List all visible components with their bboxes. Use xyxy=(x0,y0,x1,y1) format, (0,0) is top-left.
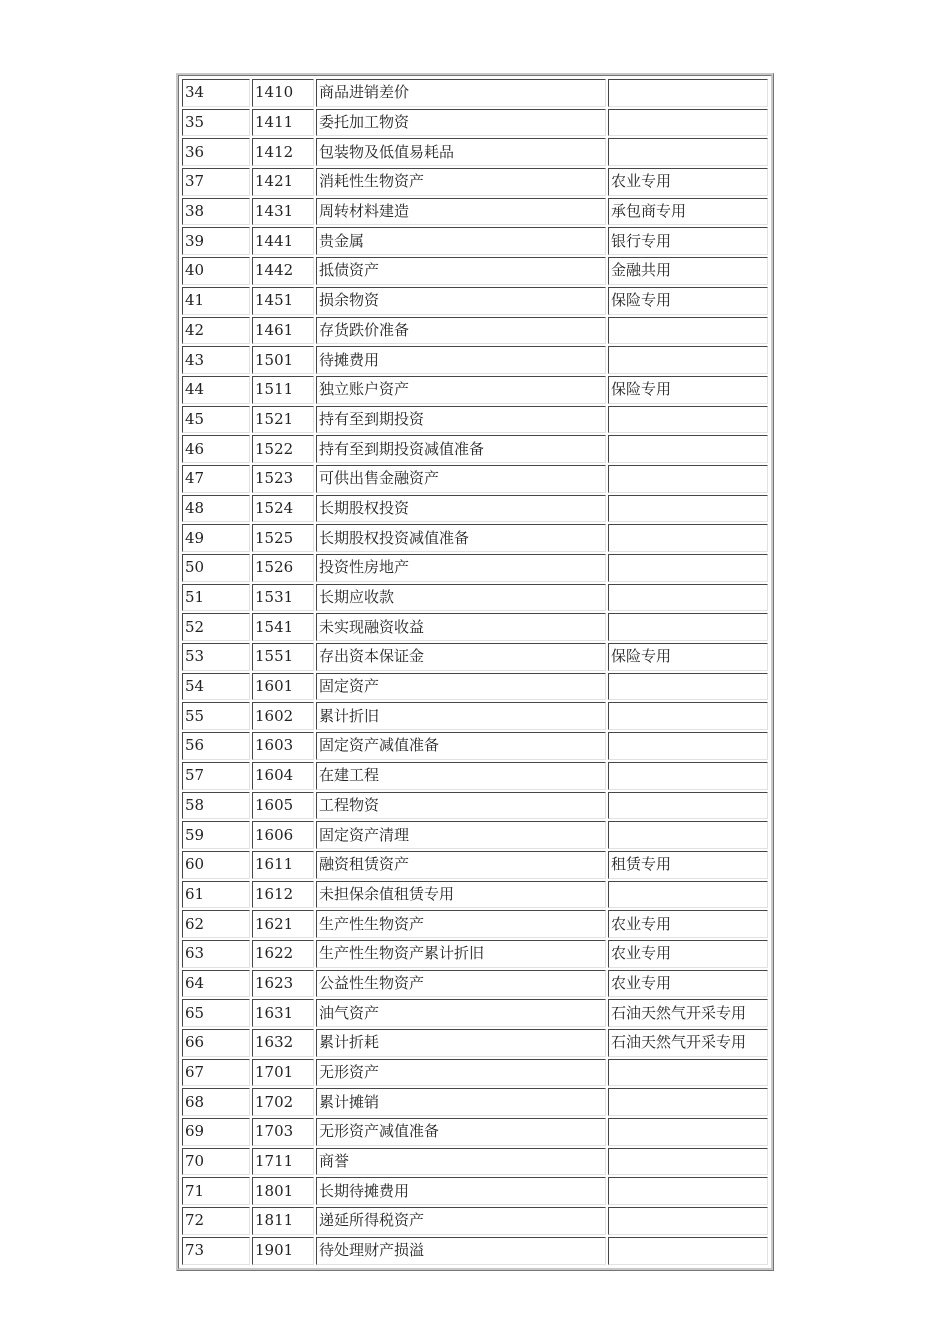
account-code-cell: 1701 xyxy=(252,1059,314,1087)
account-code-cell: 1901 xyxy=(252,1237,314,1265)
remark-cell xyxy=(608,613,768,641)
table-row xyxy=(182,1177,768,1205)
account-code-cell: 1622 xyxy=(252,940,314,968)
row-number-cell: 50 xyxy=(182,554,250,582)
account-name-cell: 长期股权投资减值准备 xyxy=(316,524,606,552)
remark-cell xyxy=(608,702,768,730)
account-code-cell: 1623 xyxy=(252,970,314,998)
account-name-cell: 长期应收款 xyxy=(316,584,606,612)
table-row xyxy=(182,732,768,760)
table-row xyxy=(182,465,768,493)
remark-cell: 石油天然气开采专用 xyxy=(608,999,768,1027)
account-name-cell: 生产性生物资产累计折旧 xyxy=(316,940,606,968)
account-code-cell: 1711 xyxy=(252,1148,314,1176)
row-number-cell: 62 xyxy=(182,910,250,938)
account-code-cell: 1511 xyxy=(252,376,314,404)
remark-cell xyxy=(608,138,768,166)
row-number-cell: 56 xyxy=(182,732,250,760)
account-code-cell: 1601 xyxy=(252,673,314,701)
row-number-cell: 67 xyxy=(182,1059,250,1087)
account-code-cell: 1606 xyxy=(252,821,314,849)
row-number-cell: 49 xyxy=(182,524,250,552)
table-row xyxy=(182,643,768,671)
row-number-cell: 70 xyxy=(182,1148,250,1176)
remark-cell: 农业专用 xyxy=(608,940,768,968)
account-name-cell: 未实现融资收益 xyxy=(316,613,606,641)
row-number-cell: 66 xyxy=(182,1029,250,1057)
remark-cell xyxy=(608,673,768,701)
remark-cell xyxy=(608,732,768,760)
account-code-cell: 1604 xyxy=(252,762,314,790)
account-name-cell: 独立账户资产 xyxy=(316,376,606,404)
table-row xyxy=(182,910,768,938)
remark-cell: 农业专用 xyxy=(608,910,768,938)
remark-cell xyxy=(608,79,768,107)
table-row xyxy=(182,762,768,790)
account-code-cell: 1612 xyxy=(252,881,314,909)
table-row xyxy=(182,198,768,226)
remark-cell: 银行专用 xyxy=(608,227,768,255)
table-row xyxy=(182,821,768,849)
account-code-cell: 1410 xyxy=(252,79,314,107)
account-name-cell: 无形资产 xyxy=(316,1059,606,1087)
table-row xyxy=(182,317,768,345)
account-code-cell: 1611 xyxy=(252,851,314,879)
table-row xyxy=(182,168,768,196)
row-number-cell: 53 xyxy=(182,643,250,671)
remark-cell xyxy=(608,317,768,345)
account-code-cell: 1441 xyxy=(252,227,314,255)
account-name-cell: 贵金属 xyxy=(316,227,606,255)
remark-cell xyxy=(608,346,768,374)
account-code-cell: 1632 xyxy=(252,1029,314,1057)
accounts-table xyxy=(180,77,770,1267)
row-number-cell: 71 xyxy=(182,1177,250,1205)
row-number-cell: 44 xyxy=(182,376,250,404)
row-number-cell: 34 xyxy=(182,79,250,107)
accounts-table-frame xyxy=(176,73,774,1271)
row-number-cell: 39 xyxy=(182,227,250,255)
account-code-cell: 1524 xyxy=(252,495,314,523)
remark-cell xyxy=(608,1088,768,1116)
row-number-cell: 60 xyxy=(182,851,250,879)
table-row xyxy=(182,1059,768,1087)
remark-cell xyxy=(608,495,768,523)
account-name-cell: 可供出售金融资产 xyxy=(316,465,606,493)
table-row xyxy=(182,554,768,582)
remark-cell xyxy=(608,821,768,849)
account-code-cell: 1442 xyxy=(252,257,314,285)
account-name-cell: 商誉 xyxy=(316,1148,606,1176)
table-row xyxy=(182,999,768,1027)
account-name-cell: 生产性生物资产 xyxy=(316,910,606,938)
account-name-cell: 累计折耗 xyxy=(316,1029,606,1057)
row-number-cell: 68 xyxy=(182,1088,250,1116)
account-name-cell: 待摊费用 xyxy=(316,346,606,374)
row-number-cell: 72 xyxy=(182,1207,250,1235)
account-code-cell: 1603 xyxy=(252,732,314,760)
table-row xyxy=(182,346,768,374)
account-name-cell: 公益性生物资产 xyxy=(316,970,606,998)
row-number-cell: 38 xyxy=(182,198,250,226)
account-name-cell: 长期待摊费用 xyxy=(316,1177,606,1205)
account-code-cell: 1525 xyxy=(252,524,314,552)
row-number-cell: 61 xyxy=(182,881,250,909)
account-name-cell: 待处理财产损溢 xyxy=(316,1237,606,1265)
table-row xyxy=(182,851,768,879)
account-name-cell: 消耗性生物资产 xyxy=(316,168,606,196)
account-name-cell: 投资性房地产 xyxy=(316,554,606,582)
account-name-cell: 存出资本保证金 xyxy=(316,643,606,671)
remark-cell: 保险专用 xyxy=(608,643,768,671)
account-code-cell: 1451 xyxy=(252,287,314,315)
remark-cell xyxy=(608,1207,768,1235)
account-name-cell: 存货跌价准备 xyxy=(316,317,606,345)
remark-cell: 农业专用 xyxy=(608,168,768,196)
remark-cell xyxy=(608,1177,768,1205)
remark-cell xyxy=(608,1059,768,1087)
table-row xyxy=(182,495,768,523)
remark-cell xyxy=(608,1148,768,1176)
row-number-cell: 54 xyxy=(182,673,250,701)
table-row xyxy=(182,584,768,612)
account-code-cell: 1631 xyxy=(252,999,314,1027)
table-row xyxy=(182,940,768,968)
remark-cell: 金融共用 xyxy=(608,257,768,285)
table-row xyxy=(182,287,768,315)
account-code-cell: 1411 xyxy=(252,109,314,137)
remark-cell: 租赁专用 xyxy=(608,851,768,879)
table-row xyxy=(182,109,768,137)
account-code-cell: 1703 xyxy=(252,1118,314,1146)
row-number-cell: 51 xyxy=(182,584,250,612)
remark-cell: 保险专用 xyxy=(608,287,768,315)
table-row xyxy=(182,257,768,285)
account-code-cell: 1811 xyxy=(252,1207,314,1235)
account-name-cell: 无形资产减值准备 xyxy=(316,1118,606,1146)
row-number-cell: 43 xyxy=(182,346,250,374)
row-number-cell: 41 xyxy=(182,287,250,315)
remark-cell: 保险专用 xyxy=(608,376,768,404)
remark-cell: 农业专用 xyxy=(608,970,768,998)
row-number-cell: 58 xyxy=(182,792,250,820)
remark-cell xyxy=(608,109,768,137)
account-code-cell: 1526 xyxy=(252,554,314,582)
remark-cell xyxy=(608,465,768,493)
account-name-cell: 损余物资 xyxy=(316,287,606,315)
row-number-cell: 45 xyxy=(182,406,250,434)
row-number-cell: 35 xyxy=(182,109,250,137)
account-code-cell: 1421 xyxy=(252,168,314,196)
remark-cell xyxy=(608,762,768,790)
account-code-cell: 1531 xyxy=(252,584,314,612)
account-name-cell: 累计折旧 xyxy=(316,702,606,730)
row-number-cell: 52 xyxy=(182,613,250,641)
account-name-cell: 工程物资 xyxy=(316,792,606,820)
table-row xyxy=(182,376,768,404)
account-name-cell: 固定资产减值准备 xyxy=(316,732,606,760)
row-number-cell: 73 xyxy=(182,1237,250,1265)
table-row xyxy=(182,702,768,730)
account-code-cell: 1702 xyxy=(252,1088,314,1116)
account-name-cell: 商品进销差价 xyxy=(316,79,606,107)
remark-cell xyxy=(608,524,768,552)
table-row xyxy=(182,79,768,107)
account-code-cell: 1412 xyxy=(252,138,314,166)
accounts-table-body xyxy=(182,79,768,1265)
table-row xyxy=(182,1207,768,1235)
remark-cell xyxy=(608,435,768,463)
account-name-cell: 未担保余值租赁专用 xyxy=(316,881,606,909)
row-number-cell: 47 xyxy=(182,465,250,493)
table-row xyxy=(182,881,768,909)
table-row xyxy=(182,792,768,820)
row-number-cell: 40 xyxy=(182,257,250,285)
row-number-cell: 63 xyxy=(182,940,250,968)
account-code-cell: 1431 xyxy=(252,198,314,226)
account-name-cell: 融资租赁资产 xyxy=(316,851,606,879)
account-code-cell: 1523 xyxy=(252,465,314,493)
account-name-cell: 递延所得税资产 xyxy=(316,1207,606,1235)
table-row xyxy=(182,673,768,701)
account-name-cell: 持有至到期投资 xyxy=(316,406,606,434)
remark-cell: 承包商专用 xyxy=(608,198,768,226)
account-code-cell: 1801 xyxy=(252,1177,314,1205)
remark-cell xyxy=(608,1118,768,1146)
account-name-cell: 周转材料建造 xyxy=(316,198,606,226)
table-row xyxy=(182,1088,768,1116)
account-code-cell: 1602 xyxy=(252,702,314,730)
row-number-cell: 57 xyxy=(182,762,250,790)
remark-cell xyxy=(608,881,768,909)
account-code-cell: 1501 xyxy=(252,346,314,374)
remark-cell xyxy=(608,554,768,582)
remark-cell xyxy=(608,792,768,820)
table-row xyxy=(182,406,768,434)
table-row xyxy=(182,524,768,552)
table-row xyxy=(182,1237,768,1265)
account-name-cell: 抵债资产 xyxy=(316,257,606,285)
account-code-cell: 1541 xyxy=(252,613,314,641)
account-code-cell: 1605 xyxy=(252,792,314,820)
account-name-cell: 油气资产 xyxy=(316,999,606,1027)
account-code-cell: 1551 xyxy=(252,643,314,671)
remark-cell xyxy=(608,1237,768,1265)
table-row xyxy=(182,613,768,641)
row-number-cell: 64 xyxy=(182,970,250,998)
row-number-cell: 48 xyxy=(182,495,250,523)
row-number-cell: 65 xyxy=(182,999,250,1027)
account-name-cell: 包装物及低值易耗品 xyxy=(316,138,606,166)
remark-cell xyxy=(608,584,768,612)
account-code-cell: 1521 xyxy=(252,406,314,434)
account-name-cell: 长期股权投资 xyxy=(316,495,606,523)
account-code-cell: 1621 xyxy=(252,910,314,938)
table-row xyxy=(182,227,768,255)
table-row xyxy=(182,435,768,463)
account-name-cell: 委托加工物资 xyxy=(316,109,606,137)
remark-cell xyxy=(608,406,768,434)
account-name-cell: 持有至到期投资减值准备 xyxy=(316,435,606,463)
remark-cell: 石油天然气开采专用 xyxy=(608,1029,768,1057)
row-number-cell: 36 xyxy=(182,138,250,166)
account-code-cell: 1461 xyxy=(252,317,314,345)
account-code-cell: 1522 xyxy=(252,435,314,463)
account-name-cell: 在建工程 xyxy=(316,762,606,790)
account-name-cell: 累计摊销 xyxy=(316,1088,606,1116)
table-row xyxy=(182,970,768,998)
row-number-cell: 42 xyxy=(182,317,250,345)
table-row xyxy=(182,1029,768,1057)
row-number-cell: 37 xyxy=(182,168,250,196)
table-row xyxy=(182,1118,768,1146)
row-number-cell: 69 xyxy=(182,1118,250,1146)
table-row xyxy=(182,1148,768,1176)
account-name-cell: 固定资产 xyxy=(316,673,606,701)
row-number-cell: 59 xyxy=(182,821,250,849)
row-number-cell: 46 xyxy=(182,435,250,463)
row-number-cell: 55 xyxy=(182,702,250,730)
account-name-cell: 固定资产清理 xyxy=(316,821,606,849)
table-row xyxy=(182,138,768,166)
